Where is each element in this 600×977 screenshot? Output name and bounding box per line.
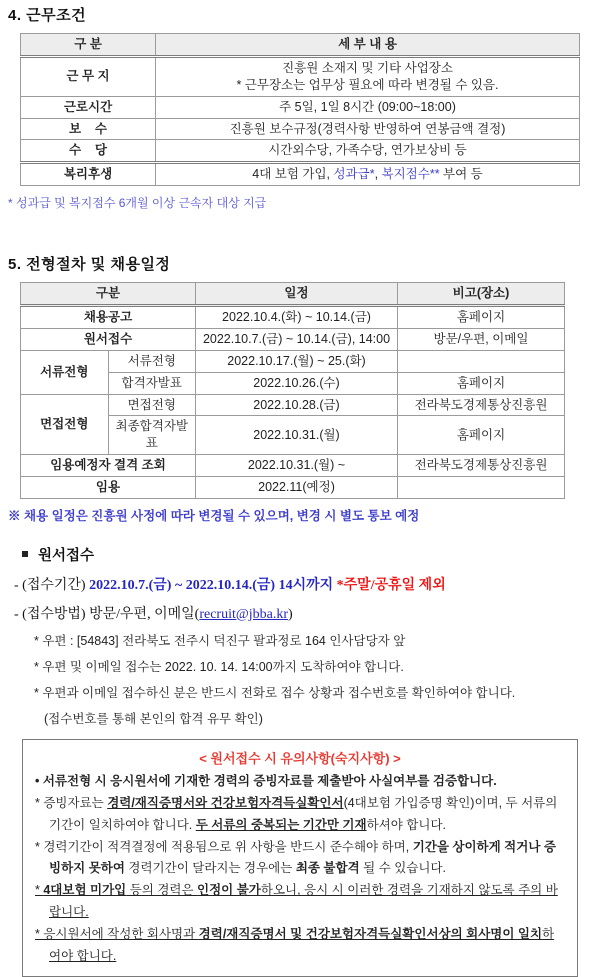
- column-header-detail: 세 부 내 용: [156, 34, 580, 57]
- row-label-interview: 면접전형: [108, 394, 196, 416]
- row-label-allowance: 수 당: [21, 140, 156, 163]
- interview-schedule: 2022.10.28.(금): [196, 394, 398, 416]
- table-row: [21, 118, 580, 140]
- row-label-welfare: 복리후생: [21, 163, 156, 186]
- pay-detail: 진흥원 보수규정(경력사항 반영하여 연봉금액 결정): [156, 118, 580, 140]
- method-close: ): [288, 606, 293, 622]
- table-row: [21, 394, 565, 416]
- row-label-announce: 채용공고: [21, 306, 196, 329]
- table-row: [21, 455, 565, 477]
- method-label: - (접수방법) 방문/우편, 이메일(: [14, 606, 200, 622]
- application-heading-label: 원서접수: [38, 547, 95, 564]
- apply-schedule: 2022.10.7.(금) ~ 10.14.(금), 14:00: [196, 328, 398, 350]
- section5-heading: 5. 전형절차 및 채용일정: [8, 256, 171, 274]
- confirmation-note2: (접수번호를 통해 본인의 합격 유무 확인): [44, 711, 263, 726]
- final-result-venue: 홈페이지: [398, 416, 565, 455]
- row-label-doc-screen: 서류전형: [108, 350, 196, 372]
- row-label-pay: 보 수: [21, 118, 156, 140]
- welfare-footnote: * 성과급 및 복지점수 6개월 이상 근속자 대상 지급: [8, 196, 267, 211]
- row-label-appoint: 임용: [21, 477, 196, 499]
- table-row: [21, 163, 580, 186]
- appoint-venue: [398, 477, 565, 499]
- welfare-detail: 4대 보험 가입, 성과급*, 복지점수** 부여 등: [156, 163, 580, 186]
- table-row: [21, 96, 580, 118]
- appoint-schedule: 2022.11(예정): [196, 477, 398, 499]
- application-method-line: [14, 603, 600, 623]
- deadline-note: * 우편 및 이메일 접수는 2022. 10. 14. 14:00까지 도착하여야 합니다.: [34, 659, 404, 674]
- row-label-workplace: 근 무 지: [21, 56, 156, 96]
- hours-detail: 주 5일, 1일 8시간 (09:00~18:00): [156, 96, 580, 118]
- row-label-hours: 근로시간: [21, 96, 156, 118]
- notice-item: * 4대보험 미가입 등의 경력은 인정이 불가하오니, 응시 시 이러한 경력을 기재하지 않도록 주의 바랍니다.: [35, 883, 558, 920]
- group-label-document: 서류전형: [21, 350, 109, 394]
- row-label-apply: 원서접수: [21, 328, 196, 350]
- table-row: [21, 477, 565, 499]
- final-result-schedule: 2022.10.31.(월): [196, 416, 398, 455]
- allowance-detail: 시간외수당, 가족수당, 연가보상비 등: [156, 140, 580, 163]
- disqual-venue: 전라북도경제통상진흥원: [398, 455, 565, 477]
- schedule-change-note: ※ 채용 일정은 진흥원 사정에 따라 변경될 수 있으며, 변경 시 별도 통보 예정: [8, 508, 420, 523]
- workplace-detail: [156, 56, 580, 96]
- doc-screen-schedule: 2022.10.17.(월) ~ 25.(화): [196, 350, 398, 372]
- announce-venue: 홈페이지: [398, 306, 565, 329]
- doc-result-schedule: 2022.10.26.(수): [196, 372, 398, 394]
- group-label-interview: 면접전형: [21, 394, 109, 455]
- table-row: [21, 350, 565, 372]
- working-conditions-table: [20, 33, 580, 186]
- notice-item: • 서류전형 시 응시원서에 기재한 경력의 증빙자료를 제출받아 사실여부를 검증합니다.: [35, 773, 497, 788]
- column-header-category: 구 분: [21, 34, 156, 57]
- confirmation-note: * 우편과 이메일 접수하신 분은 반드시 전화로 접수 상황과 접수번호를 확인하여야 합니다.: [34, 685, 516, 700]
- section4-heading: 4. 근무조건: [8, 7, 87, 24]
- doc-result-venue: 홈페이지: [398, 372, 565, 394]
- table-row: [21, 306, 565, 329]
- row-label-doc-result: 합격자발표: [108, 372, 196, 394]
- application-heading: [22, 544, 600, 565]
- workplace-line2: * 근무장소는 업무상 필요에 따라 변경될 수 있음.: [236, 77, 499, 92]
- period-warning: *주말/공휴일 제외: [333, 577, 446, 593]
- notice-item: * 증빙자료는 경력/재직증명서와 건강보험자격득실확인서(4대보험 가입증명 확인)이며, 두 서류의 기간이 일치하여야 합니다. 두 서류의 중복되는 기간만 기재하셔야 합니다.: [35, 795, 558, 832]
- announce-schedule: 2022.10.4.(화) ~ 10.14.(금): [196, 306, 398, 329]
- notice-item: * 경력기간이 적격결정에 적용됨으로 위 사항을 반드시 준수해야 하며, 기간을 상이하게 적거나 증빙하지 못하여 경력기간이 달라지는 경우에는 최종 불합격 될 수 있습니다.: [35, 839, 556, 876]
- table-row: [21, 140, 580, 163]
- disqual-schedule: 2022.10.31.(월) ~: [196, 455, 398, 477]
- postal-address-note: * 우편 : [54843] 전라북도 전주시 덕진구 팔과정로 164 인사담당자 앞: [34, 633, 406, 648]
- table-row: [21, 328, 565, 350]
- square-bullet-icon: [22, 551, 28, 557]
- row-label-disqual: 임용예정자 결격 조회: [21, 455, 196, 477]
- row-label-final-result: 최종합격자발표: [108, 416, 196, 455]
- table-header-row: [21, 34, 580, 57]
- notice-box-title: < 원서접수 시 유의사항(숙지사항) >: [199, 750, 401, 766]
- apply-venue: 방문/우편, 이메일: [398, 328, 565, 350]
- column-header-schedule: 일정: [196, 283, 398, 306]
- table-header-row: [21, 283, 565, 306]
- period-value: 2022.10.7.(금) ~ 2022.10.14.(금) 14시까지: [89, 577, 334, 593]
- notice-box: [22, 739, 578, 977]
- application-period-line: [14, 574, 600, 594]
- schedule-table: [20, 282, 565, 499]
- workplace-line1: 진흥원 소재지 및 기타 사업장소: [282, 60, 453, 75]
- doc-screen-venue: [398, 350, 565, 372]
- email-link[interactable]: recruit@jbba.kr: [199, 606, 289, 622]
- interview-venue: 전라북도경제통상진흥원: [398, 394, 565, 416]
- column-header-venue: 비고(장소): [398, 283, 565, 306]
- period-label: - (접수기간): [14, 577, 90, 593]
- column-header-category: 구분: [21, 283, 196, 306]
- notice-item: * 응시원서에 작성한 회사명과 경력/재직증명서 및 건강보험자격득실확인서상의 회사명이 일치하여야 합니다.: [35, 927, 555, 963]
- table-row: [21, 56, 580, 96]
